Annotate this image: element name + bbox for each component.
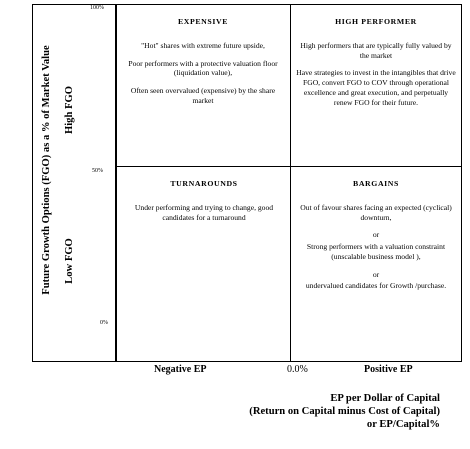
quadrant-expensive-line: "Hot" shares with extreme future upside, xyxy=(141,40,265,50)
x-axis-zero-label: 0.0% xyxy=(287,364,308,375)
quadrant-bargains xyxy=(295,179,457,299)
quadrant-turnarounds-title: TURNAROUNDS xyxy=(170,179,238,188)
y-axis-title: Future Growth Options (FGO) as a % of Market Value xyxy=(41,45,52,295)
quadrant-high-performer-line: Have strategies to invest in the intangibles that drive FGO, convert FGO to COV through operational excellence and great execution, and perpetually renew FGO for their future. xyxy=(296,68,456,107)
x-axis-caption-line: or EP/Capital% xyxy=(366,419,440,431)
quadrant-expensive-line: Poor performers with a protective valuation floor (liquidation value), xyxy=(128,58,278,78)
quadrant-expensive xyxy=(120,17,286,114)
quadrant-turnarounds-line: Under performing and trying to change, good candidates for a turnaround xyxy=(134,202,274,222)
matrix-horizontal-divider xyxy=(116,166,462,167)
quadrant-expensive-line: Often seen overvalued (expensive) by the share market xyxy=(130,86,276,105)
tick-100: 100% xyxy=(90,5,104,11)
quadrant-bargains-line: undervalued candidates for Growth /purchase. xyxy=(305,281,447,291)
x-axis-caption-line: EP per Dollar of Capital xyxy=(330,393,440,404)
quadrant-high-performer xyxy=(295,17,457,115)
x-axis-negative-label: Negative EP xyxy=(154,364,207,375)
quadrant-bargains-title: BARGAINS xyxy=(353,179,399,188)
quadrant-bargains-line: or xyxy=(372,269,380,279)
y-axis-low-label: Low FGO xyxy=(64,238,75,284)
quadrant-high-performer-line: High performers that are typically fully valued by the market xyxy=(300,40,452,60)
x-axis-caption xyxy=(249,392,440,431)
x-axis-caption-line: (Return on Capital minus Cost of Capital) xyxy=(249,406,440,418)
x-axis-positive-label: Positive EP xyxy=(364,364,413,375)
quadrant-expensive-title: EXPENSIVE xyxy=(177,17,229,26)
tick-0: 0% xyxy=(100,320,108,326)
quadrant-bargains-line: Strong performers with a valuation constraint (unscalable business model ), xyxy=(306,242,446,261)
tick-50: 50% xyxy=(92,168,103,174)
y-axis-high-label: High FGO xyxy=(64,86,75,134)
quadrant-turnarounds xyxy=(126,179,282,230)
quadrant-bargains-line: or xyxy=(372,230,380,240)
matrix-vertical-divider xyxy=(290,4,291,362)
quadrant-bargains-line: Out of favour shares facing an expected (cyclical) downturn, xyxy=(300,202,452,222)
quadrant-high-performer-title: HIGH PERFORMER xyxy=(335,17,417,26)
